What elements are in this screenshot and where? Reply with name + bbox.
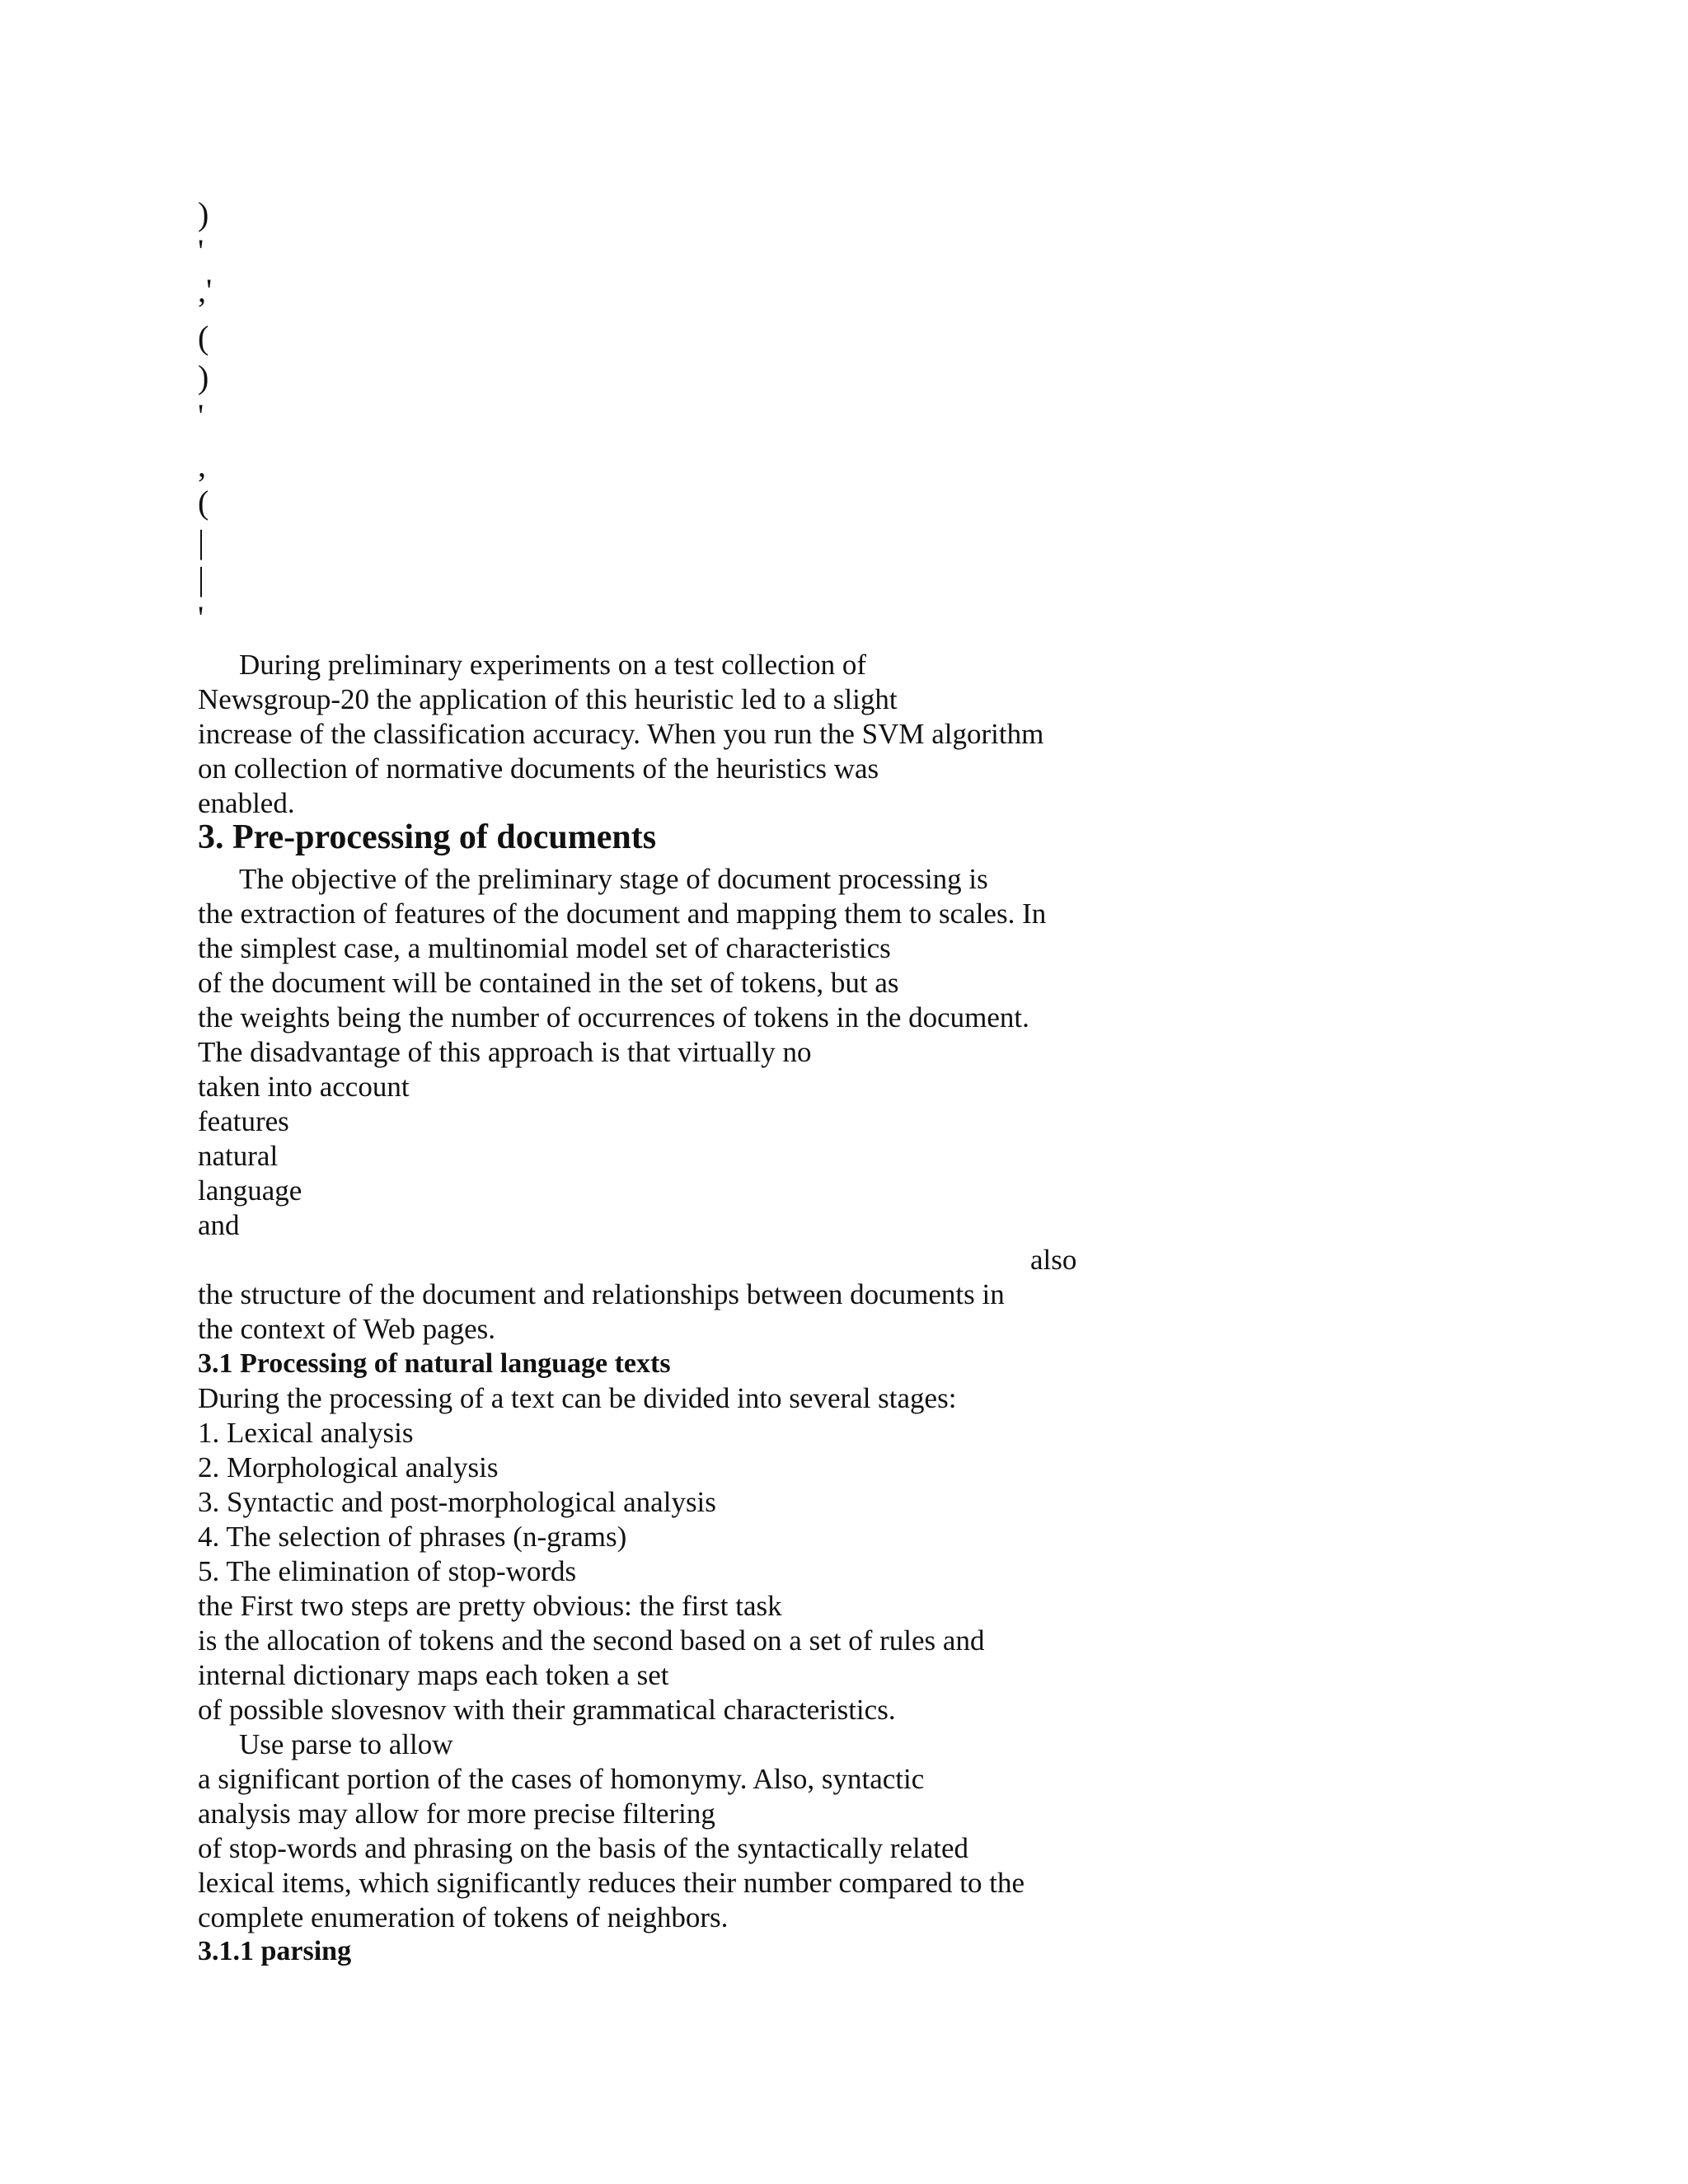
stray-symbol: | xyxy=(198,560,205,598)
para1-line: on collection of normative documents of the heuristics was xyxy=(198,752,879,785)
para1-line: During preliminary experiments on a test collection of xyxy=(239,649,867,681)
list-item: 2. Morphological analysis xyxy=(198,1451,499,1483)
para2-line: The objective of the preliminary stage of document processing is xyxy=(239,863,988,895)
stray-symbol: ' xyxy=(198,599,204,636)
stray-symbol: ,' xyxy=(198,272,213,309)
subsubsection-heading: 3.1.1 parsing xyxy=(198,1936,352,1966)
para3-line: of possible slovesnov with their grammatical characteristics. xyxy=(198,1694,896,1726)
stray-symbol: ( xyxy=(198,484,209,521)
para2-line: of the document will be contained in the set of tokens, but as xyxy=(198,967,899,999)
para4-line: Use parse to allow xyxy=(239,1728,453,1760)
stray-symbol: ' xyxy=(198,232,204,269)
para2-line: the simplest case, a multinomial model set of characteristics xyxy=(198,932,891,964)
stray-symbol: ' xyxy=(198,397,204,434)
para4-line: lexical items, which significantly reduces their number compared to the xyxy=(198,1867,1025,1899)
para1-line: Newsgroup-20 the application of this heuristic led to a slight xyxy=(198,683,898,715)
stray-symbol: ) xyxy=(198,359,209,396)
list-item: 5. The elimination of stop-words xyxy=(198,1555,577,1587)
list-item: 3. Syntactic and post-morphological analysis xyxy=(198,1486,716,1518)
para4-line: analysis may allow for more precise filtering xyxy=(198,1797,715,1830)
stages-intro: During the processing of a text can be divided into several stages: xyxy=(198,1382,957,1414)
stray-symbol: ( xyxy=(198,319,209,356)
para2-line: language xyxy=(198,1174,302,1207)
para3-line: is the allocation of tokens and the second based on a set of rules and xyxy=(198,1624,985,1657)
para1-line: enabled. xyxy=(198,787,295,819)
para2-line: natural xyxy=(198,1140,279,1172)
list-item: 1. Lexical analysis xyxy=(198,1417,414,1449)
para4-line: a significant portion of the cases of homonymy. Also, syntactic xyxy=(198,1763,925,1795)
para1-line: increase of the classification accuracy. When you run the SVM algorithm xyxy=(198,718,1044,750)
para2-line: the extraction of features of the document and mapping them to scales. In xyxy=(198,898,1047,930)
stray-symbol: , xyxy=(198,447,206,484)
para3-line: the First two steps are pretty obvious: the first task xyxy=(198,1590,782,1622)
para4-line: of stop-words and phrasing on the basis of the syntactically related xyxy=(198,1832,969,1864)
para4-line: complete enumeration of tokens of neighbors. xyxy=(198,1901,729,1933)
para2-line: and xyxy=(198,1209,240,1241)
para2-line: taken into account xyxy=(198,1071,410,1103)
stray-symbol: | xyxy=(198,523,205,560)
stray-symbol: ) xyxy=(198,195,209,232)
para2-line: The disadvantage of this approach is that virtually no xyxy=(198,1036,812,1068)
section-heading: 3. Pre-processing of documents xyxy=(198,818,657,856)
subsection-heading: 3.1 Processing of natural language texts xyxy=(198,1348,671,1379)
para3-line: internal dictionary maps each token a set xyxy=(198,1659,669,1691)
para2-line: features xyxy=(198,1105,289,1137)
list-item: 4. The selection of phrases (n-grams) xyxy=(198,1521,627,1553)
para2-line: the weights being the number of occurrences of tokens in the document. xyxy=(198,1001,1029,1033)
para2-line: the structure of the document and relationships between documents in xyxy=(198,1278,1005,1310)
para2-word-also: also xyxy=(1030,1244,1077,1276)
para2-line: the context of Web pages. xyxy=(198,1313,496,1345)
